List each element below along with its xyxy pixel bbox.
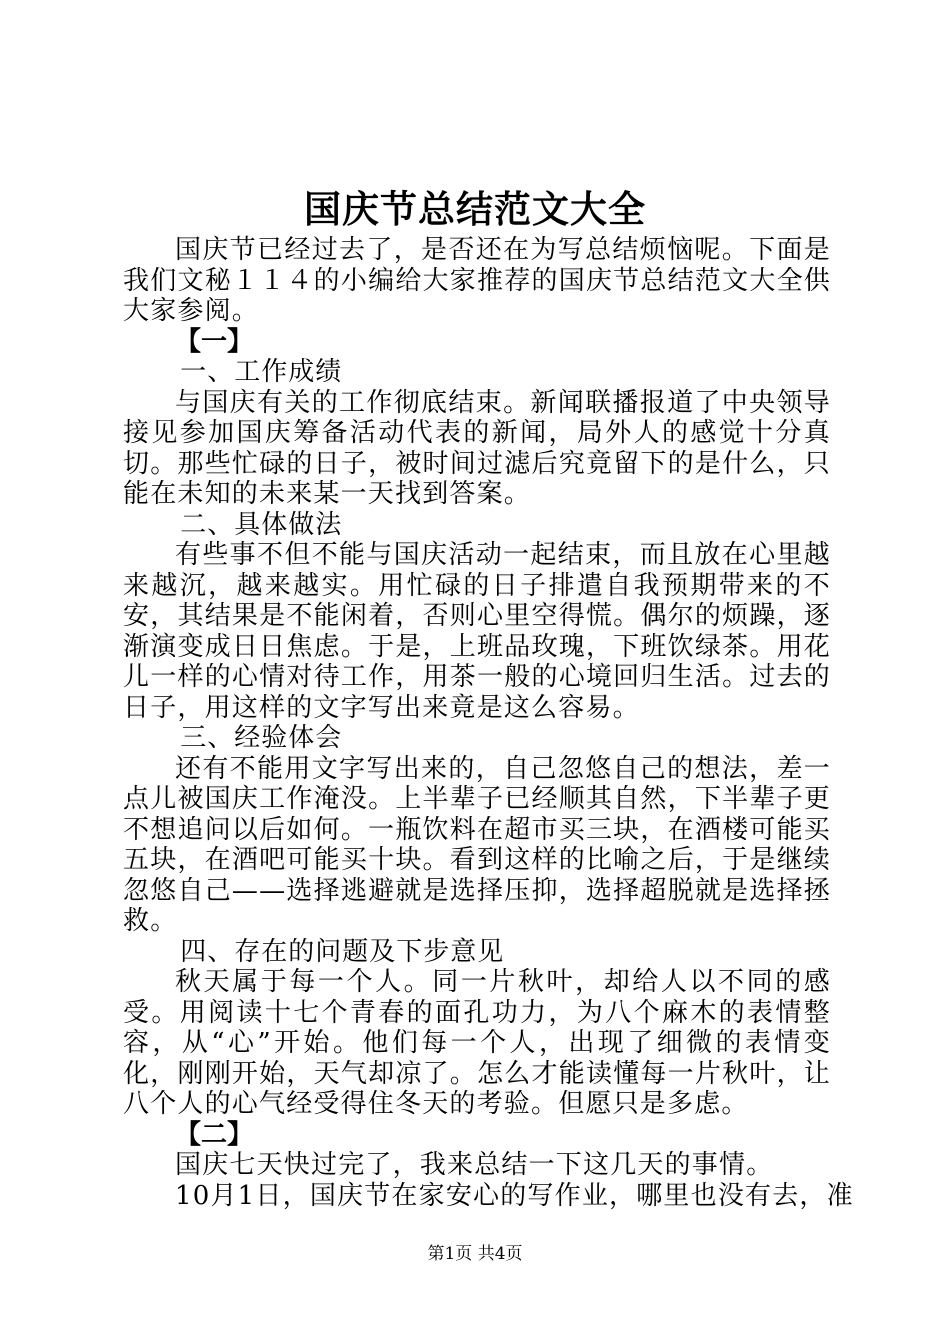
paragraph-oct-first: 10月1日，国庆节在家安心的写作业，哪里也没有去，准 [175, 1180, 854, 1211]
intro-paragraph: 国庆节已经过去了，是否还在为写总结烦恼呢。下面是我们文秘１１４的小编给大家推荐的国庆节总结范文大全供大家参阅。 [123, 235, 831, 326]
paragraph-experience: 还有不能用文字写出来的，自己忽悠自己的想法，差一点儿被国庆工作淹没。上半辈子已经顺其自然，下半辈子更不想追问以后如何。一瓶饮料在超市买三块，在酒楼可能买五块，在酒吧可能买十块。看到这样的比喻之后，于是继续忽悠自己——选择逃避就是选择压抑，选择超脱就是选择拯救。 [123, 753, 831, 936]
section-marker-2: 【二】 [175, 1119, 254, 1150]
section-marker-1: 【一】 [175, 326, 254, 357]
heading-specific-methods: 二、具体做法 [180, 509, 343, 540]
heading-problems: 四、存在的问题及下步意见 [180, 936, 505, 967]
document-body [123, 235, 854, 1211]
paragraph-work-results: 与国庆有关的工作彻底结束。新闻联播报道了中央领导接见参加国庆筹备活动代表的新闻，局外人的感觉十分真切。那些忙碌的日子，被时间过滤后究竟留下的是什么，只能在未知的未来某一天找到答案。 [123, 387, 831, 509]
heading-experience: 三、经验体会 [180, 723, 343, 753]
paragraph-problems: 秋天属于每一个人。同一片秋叶，却给人以不同的感受。用阅读十七个青春的面孔功力，为八个麻木的表情整容，从“心”开始。他们每一个人，出现了细微的表情变化，刚刚开始，天气却凉了。怎么才能读懂每一片秋叶，让八个人的心气经受得住冬天的考验。但愿只是多虑。 [123, 967, 831, 1119]
page-footer: 第1页 共4页 [427, 1244, 523, 1264]
paragraph-specific-methods: 有些事不但不能与国庆活动一起结束，而且放在心里越来越沉，越来越实。用忙碌的日子排遣自我预期带来的不安，其结果是不能闲着，否则心里空得慌。偶尔的烦躁，逐渐演变成日日焦虑。于是，上班品玫瑰，下班饮绿茶。用花儿一样的心情对待工作，用茶一般的心境回归生活。过去的日子，用这样的文字写出来竟是这么容易。 [123, 540, 831, 723]
document-title: 国庆节总结范文大全 [304, 187, 646, 231]
paragraph-holiday-summary: 国庆七天快过完了，我来总结一下这几天的事情。 [175, 1150, 774, 1180]
heading-work-results: 一、工作成绩 [180, 357, 343, 387]
